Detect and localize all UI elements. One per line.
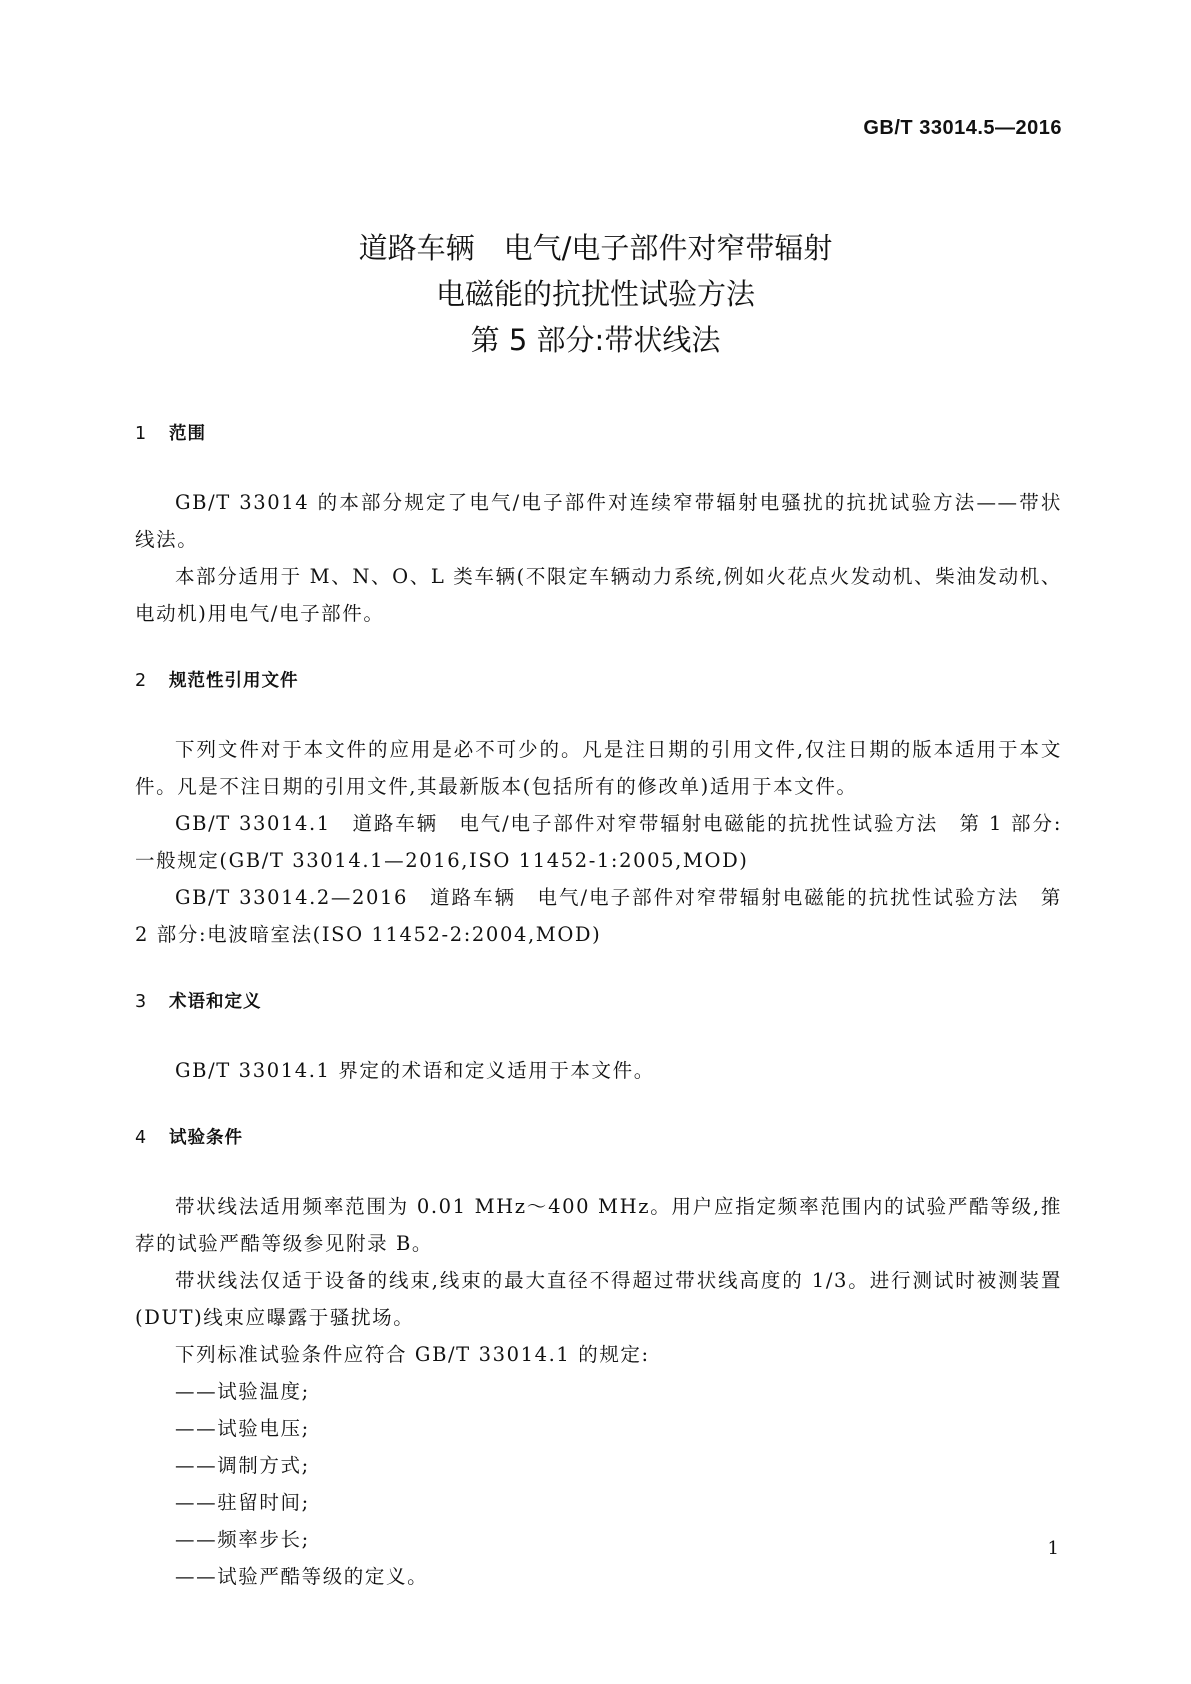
document-title <box>0 225 1191 363</box>
section-normative-references <box>135 667 1062 953</box>
list-item: ——试验电压; <box>175 1417 310 1440</box>
section-test-conditions <box>135 1124 1062 1595</box>
section-title: 规范性引用文件 <box>169 671 299 691</box>
section-heading <box>135 420 1062 450</box>
section-heading <box>135 988 1062 1018</box>
section-number: 3 <box>135 992 148 1012</box>
list-item: ——驻留时间; <box>175 1491 310 1514</box>
section-title: 试验条件 <box>169 1128 243 1148</box>
section-heading <box>135 667 1062 697</box>
section-title: 术语和定义 <box>169 992 262 1012</box>
title-line-3: 第 5 部分:带状线法 <box>470 323 721 357</box>
reference-item: GB/T 33014.2—2016 道路车辆 电气/电子部件对窄带辐射电磁能的抗扰性试验方法 第 2 部分:电波暗室法(ISO 11452-2:2004,MOD) <box>135 886 1062 946</box>
list-item: ——调制方式; <box>175 1454 310 1477</box>
page-number: 1 <box>1047 1538 1059 1559</box>
paragraph: 带状线法仅适于设备的线束,线束的最大直径不得超过带状线高度的 1/3。进行测试时被测装置(DUT)线束应曝露于骚扰场。 <box>135 1269 1062 1329</box>
title-line-2: 电磁能的抗扰性试验方法 <box>435 277 755 311</box>
document-body <box>135 420 1062 1630</box>
list-item: ——试验温度; <box>175 1380 310 1403</box>
reference-item: GB/T 33014.1 道路车辆 电气/电子部件对窄带辐射电磁能的抗扰性试验方法 第 1 部分:一般规定(GB/T 33014.1—2016,ISO 11452-1:2005,MOD) <box>135 812 1062 872</box>
section-title: 范围 <box>169 424 206 444</box>
paragraph: 下列标准试验条件应符合 GB/T 33014.1 的规定: <box>175 1343 650 1366</box>
paragraph: 带状线法适用频率范围为 0.01 MHz～400 MHz。用户应指定频率范围内的试验严酷等级,推荐的试验严酷等级参见附录 B。 <box>135 1195 1062 1255</box>
paragraph: 下列文件对于本文件的应用是必不可少的。凡是注日期的引用文件,仅注日期的版本适用于本文件。凡是不注日期的引用文件,其最新版本(包括所有的修改单)适用于本文件。 <box>135 738 1062 798</box>
section-number: 2 <box>135 671 148 691</box>
paragraph: 本部分适用于 M、N、O、L 类车辆(不限定车辆动力系统,例如火花点火发动机、柴油发动机、电动机)用电气/电子部件。 <box>135 565 1062 625</box>
list-item: ——频率步长; <box>175 1528 310 1551</box>
section-number: 4 <box>135 1128 148 1148</box>
section-number: 1 <box>135 424 148 444</box>
standard-number: GB/T 33014.5—2016 <box>863 117 1062 139</box>
section-heading <box>135 1124 1062 1154</box>
section-scope <box>135 420 1062 632</box>
section-terms <box>135 988 1062 1089</box>
paragraph: GB/T 33014.1 界定的术语和定义适用于本文件。 <box>175 1059 655 1082</box>
paragraph: GB/T 33014 的本部分规定了电气/电子部件对连续窄带辐射电骚扰的抗扰试验方法——带状线法。 <box>135 491 1062 551</box>
list-item: ——试验严酷等级的定义。 <box>175 1565 429 1588</box>
title-line-1: 道路车辆 电气/电子部件对窄带辐射 <box>358 231 833 265</box>
